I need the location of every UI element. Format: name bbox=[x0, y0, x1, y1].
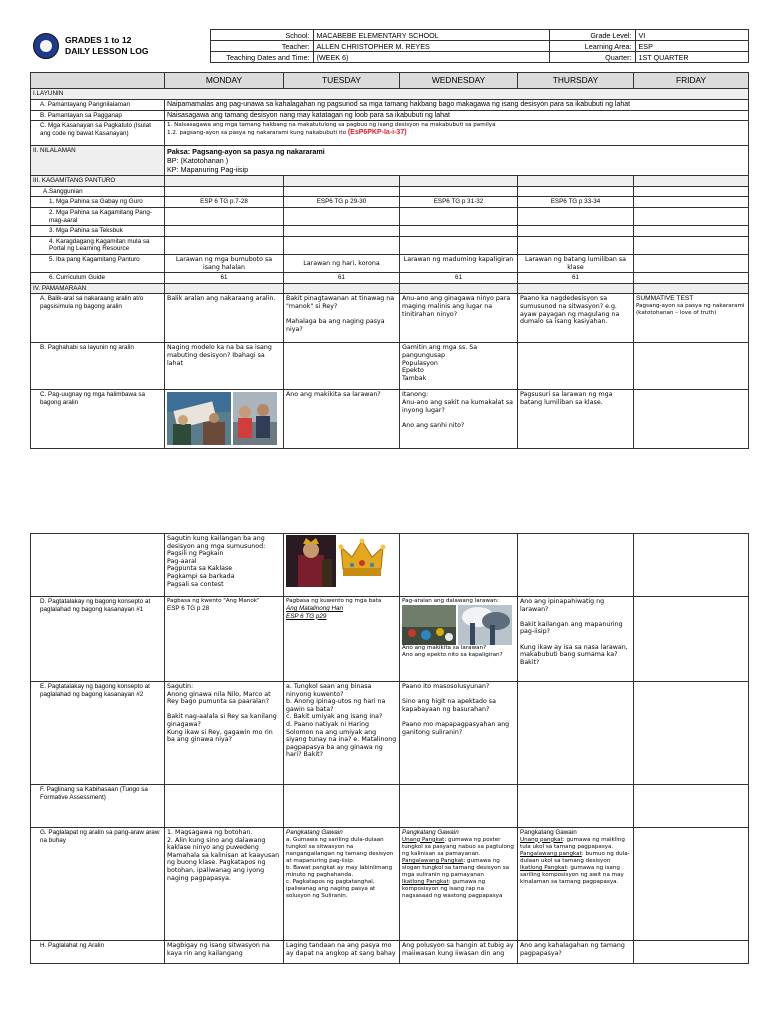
tg-thu: ESP6 TG p 33-34 bbox=[518, 197, 634, 208]
pagtatalakay-2-wed: Paano ito masosolusyunan? Sino ang higit na apektado sa kapabayaan ng basurahan? Paano mo mapapagpasyahan ang ganitong suliranin? bbox=[400, 682, 518, 785]
tg-wed: ESP6 TG p 31-32 bbox=[400, 197, 518, 208]
materials-thu: Larawan ng batang lumiliban sa klase bbox=[518, 254, 634, 272]
voters-photo-2 bbox=[233, 392, 277, 445]
wed-group-1-name: Unang Pangkat bbox=[402, 836, 445, 843]
school-value: MACABEBE ELEMENTARY SCHOOL bbox=[313, 30, 549, 41]
kp: KP: Mapanuring Pag-iisip bbox=[167, 165, 249, 175]
matalinong-hari-page: ESP 6 TG p29 bbox=[286, 612, 327, 620]
kasanayan-pagkatuto bbox=[165, 121, 749, 146]
teksbuk-label: 3. Mga Pahina sa Teksbuk bbox=[31, 226, 165, 237]
crown-image bbox=[338, 535, 386, 583]
paghahabi-mon: Naging modelo ka na ba sa isang mabuting desisyon? Ibahagi sa lahat bbox=[165, 343, 284, 390]
pag-uugnay-wed: Itanong: Anu-ano ang sakit na kumakalat sa inyong lugar? Ano ang sanhi nito? bbox=[400, 390, 518, 449]
pangkatang-gawain-wed: Pangkatang Gawain bbox=[402, 829, 459, 836]
cg-tue: 61 bbox=[284, 273, 400, 284]
pamantayang-pangnilalaman: Naipamamalas ang pag-unawa sa kahalagahan ng pagsunod sa mga tamang hakbang bago makagawa ng isang desisyon para sa ikabubuti ng lahat bbox=[165, 100, 749, 111]
school-label: School: bbox=[210, 30, 313, 41]
thu-group-2-task: : bumuo ng dula-dulaan ukol sa tamang desisyon bbox=[520, 850, 630, 864]
pamantayan-pagganap: Naisasagawa ang tamang desisyon nang may katatagan ng loob para sa ikabubuti ng lahat bbox=[165, 110, 749, 121]
learning-area-label: Learning Area: bbox=[549, 41, 635, 52]
pagtatalakay-1-label: D. Pagtatalakay ng bagong konsepto at paglalahad ng bagong kasanayan #1 bbox=[31, 597, 165, 682]
thu-group-2 bbox=[520, 851, 631, 865]
wed-group-2-name: Pangalawang Pangkat bbox=[402, 857, 464, 864]
kasanayan-line-2 bbox=[167, 129, 746, 137]
grade-level-label: Grade Level: bbox=[549, 30, 635, 41]
pagbasa-page: ESP 6 TG p 28 bbox=[167, 605, 210, 613]
king-photo bbox=[286, 535, 336, 587]
continued-blank-label bbox=[31, 534, 165, 597]
day-thursday: THURSDAY bbox=[518, 73, 634, 89]
nilalaman-content bbox=[165, 146, 749, 176]
pagbasa-kwento: Pagbasa ng kwento "Ang Manok" bbox=[167, 598, 260, 604]
sanggunian-label: A.Sanggunian bbox=[31, 186, 165, 197]
grade-level-value: VI bbox=[635, 30, 748, 41]
paglalahat-tue: Laging tandaan na ang pasya mo ay dapat na angkop at sang bahay bbox=[284, 941, 400, 964]
thu-group-3-name: Ikatlong Pangkat bbox=[520, 864, 567, 871]
portal-label: 4. Karagdagang Kagamitan mula sa Portal ng Learning Resource bbox=[31, 236, 165, 254]
section-layunin: I.LAYUNIN bbox=[31, 89, 749, 100]
pagtatalakay-1-mon bbox=[165, 597, 284, 682]
pangkatang-gawain-thu: Pangkatang Gawain bbox=[520, 829, 577, 836]
voters-photo-1 bbox=[167, 392, 231, 445]
wed-group-3-task: : gumawa ng komposisyon ng isang rap na nagsasaad ng wastong pagpapasya bbox=[402, 879, 503, 900]
grades-label: GRADES 1 to 12 bbox=[65, 35, 132, 45]
thu-group-3 bbox=[520, 865, 631, 886]
dates-value: (WEEK 6) bbox=[313, 52, 549, 63]
materials-tue: Larawan ng hari, korona bbox=[284, 254, 400, 272]
materials-wed: Larawan ng maduming kapaligiran bbox=[400, 254, 518, 272]
thu-group-1-task: : gumawa ng maikling tula ukol sa tamang pagpapasya. bbox=[520, 836, 625, 850]
gabay-guro-label: 1. Mga Pahina sa Gabay ng Guro bbox=[31, 197, 165, 208]
paglalahat-mon: Magbigay ng isang sitwasyon na kaya rin ang kailangang bbox=[165, 941, 284, 964]
wed-group-1-task: : gumawa ng poster tungkol sa pasyang nabuo sa pagtulong ng kalinisan sa pamayanan. bbox=[402, 836, 514, 857]
paglalapat-thu bbox=[518, 828, 634, 941]
dll-label: DAILY LESSON LOG bbox=[65, 46, 149, 56]
paglalahat-label: H. Paglalahat ng Aralin bbox=[31, 941, 165, 964]
kasanayan-line-1: 1. Naisasagawa ang mga tamang hakbang na makatutulong sa pagbuo ng isang desisyon na makabubuti sa pamilya bbox=[167, 122, 496, 129]
balik-aral-mon: Balik aralan ang nakaraang aralin. bbox=[165, 294, 284, 343]
balik-aral-label: A. Balik-aral sa nakaraang aralin at/o pagsisimula ng bagong aralin bbox=[31, 294, 165, 343]
lesson-table bbox=[30, 72, 749, 449]
cg-mon: 61 bbox=[165, 273, 284, 284]
header-table bbox=[30, 29, 749, 63]
paghahabi-wed bbox=[400, 343, 518, 390]
curriculum-guide-label: 6. Curriculum Guide bbox=[31, 273, 165, 284]
continued-mon: Sagutin kung kailangan ba ang desisyon ang mga sumusunod: Pagsili ng Pagkain Pag-aaral Pagpunta sa Kaklase Pagkampi sa barkada Pagsali sa contest bbox=[165, 534, 284, 597]
paglalapat-wed bbox=[400, 828, 518, 941]
cg-thu: 61 bbox=[518, 273, 634, 284]
cg-wed: 61 bbox=[400, 273, 518, 284]
paghahabi-label: B. Paghahabi sa layunin ng aralin bbox=[31, 343, 165, 390]
kagamitang-pang-mag-aaral-label: 2. Mga Pahina sa Kagamitang Pang-mag-aaral bbox=[31, 207, 165, 225]
paglalapat-tue-text: a. Gumawa ng sariling dula-dulaan tungkol sa sitwasyon na nangangailangan ng tamang desisyon at mapanuring pag-iisip. b. Bawat pangkat ay may labinlimang minuto ng paghahanda. c. Pagkatapos ng pagtatanghal, ipaliwanag ang naging pasya at solusyon ng Suliranin. bbox=[286, 836, 394, 900]
pagbasa-mga-bata: Pagbasa ng kuwento ng mga bata bbox=[286, 598, 382, 604]
thu-group-1-name: Unang pangkat bbox=[520, 836, 563, 843]
pagtatalakay-2-label: E. Pagtatalakay ng bagong konsepto at paglalahad ng bagong kasanayan #2 bbox=[31, 682, 165, 785]
learning-area-value: ESP bbox=[635, 41, 748, 52]
blank-header bbox=[31, 73, 165, 89]
wed-group-1 bbox=[402, 837, 515, 858]
paglalahat-thu: Ano ang kahalagahan ng tamang pagpapasya? bbox=[518, 941, 634, 964]
wed-group-3-name: Ikatlong Pangkat bbox=[402, 879, 449, 886]
larawan-tanong: Ano ang makikita sa larawan? Ano ang epekto nito sa kapaligiran? bbox=[402, 645, 503, 659]
day-wednesday: WEDNESDAY bbox=[400, 73, 518, 89]
paglinang-label: F. Paglinang sa Kabihasaan (Tungo sa Formative Assessment) bbox=[31, 785, 165, 828]
factory-smoke-photo bbox=[458, 605, 512, 645]
dalawang-larawan: Pag-aralan ang dalawang larawan: bbox=[402, 598, 499, 604]
pag-uugnay-label: C. Pag-uugnay ng mga halimbawa sa bagong aralin bbox=[31, 390, 165, 449]
balik-aral-wed: Anu-ano ang ginagawa ninyo para maging malinis ang lugar na tinitirahan ninyo? bbox=[400, 294, 518, 343]
section-kagamitan: III. KAGAMITANG PANTURO bbox=[31, 176, 165, 187]
thu-group-1 bbox=[520, 837, 631, 851]
iba-pang-kagamitan-label: 5. Iba pang Kagamitang Panturo bbox=[31, 254, 165, 272]
row-label-a: A. Pamantayang Pangnilalaman bbox=[31, 100, 165, 111]
continued-tue bbox=[284, 534, 400, 597]
deped-seal-icon bbox=[33, 33, 59, 59]
paksa: Paksa: Pagsang-ayon sa pasya ng nakararami bbox=[167, 147, 325, 157]
paglalapat-label: G. Paglalapat ng aralin sa pang-araw araw na buhay bbox=[31, 828, 165, 941]
matalinong-hari-title: Ang Matalinong Hari bbox=[286, 605, 344, 613]
bp: BP: (Katotohanan ) bbox=[167, 156, 229, 166]
teacher-label: Teacher: bbox=[210, 41, 313, 52]
balik-aral-fri bbox=[634, 294, 749, 343]
pagtatalakay-2-tue: a. Tungkol saan ang binasa ninyong kuwento? b. Anong ipinag-utos ng hari na gawin sa bata? c. Bakit umiyak ang isang ina? d. Paano natiyak ni Haring Solomon na ang umiyak ang siyang tunay na ina? e. Matalinong pagpapasya ba ang ginawa ng hari? Bakit? bbox=[284, 682, 400, 785]
pag-uugnay-mon bbox=[165, 390, 284, 449]
kasanayan-text-2: 1.2. pagsang-ayon sa pasya ng nakararami kung nakabubuti ito bbox=[167, 130, 347, 137]
balik-aral-thu: Paano ka nagdedesisyon sa sumusunod na sitwasyon? e.g. ayaw payagan ng magulang na dumalo sa isang kasiyahan. bbox=[518, 294, 634, 343]
pagtatalakay-1-thu: Ano ang ipinapahiwatig ng larawan? Bakit kailangan ang mapanuring pag-iisip? Kung ikaw ay isa sa nasa larawan, makabubuti bang sumama ka? Bakit? bbox=[518, 597, 634, 682]
summative-value: (katotohanan – love of truth) bbox=[636, 310, 717, 316]
tg-mon: ESP 6 TG p.7-28 bbox=[165, 197, 284, 208]
pangkatang-gawain-tue: Pangkatang Gawain bbox=[286, 829, 343, 836]
paglalahat-wed: Ang polusyon sa hangin at tubig ay maiiwasan kung iiwasan din ang bbox=[400, 941, 518, 964]
pag-uugnay-tue: Ano ang makikita sa larawan? bbox=[284, 390, 400, 449]
pagtatalakay-2-mon: Sagutin: Anong ginawa nila Nilo, Marco at Rey bago pumunta sa paaralan? Bakit nag-aalala si Rey sa kanilang ginagawa? Kung ikaw si Rey, gagawin mo rin ba ang ginawa niya? bbox=[165, 682, 284, 785]
paglalapat-tue bbox=[284, 828, 400, 941]
section-nilalaman: II. NILALAMAN bbox=[31, 146, 165, 176]
summative-test: SUMMATIVE TEST bbox=[636, 295, 694, 303]
paghahabi-wed-2: Populasyon Epekto Tambak bbox=[402, 359, 438, 382]
paghahabi-wed-1: Gamitin ang mga ss. Sa pangungusap bbox=[402, 344, 478, 359]
dates-label: Teaching Dates and Time: bbox=[210, 52, 313, 63]
row-label-c: C. Mga Kasanayan sa Pagkatuto (Isulat ang code ng bawat Kasanayan) bbox=[31, 121, 165, 146]
paglalapat-mon: 1. Magsagawa ng botohan. 2. Alin kung sino ang dalawang kaklase ninyo ang puwedeng Mamahala sa kalinisan at kaayusan ng buong klase. Pagkatapos ng botohan, ipaliwanag ang iyong naging pagpapasya. bbox=[165, 828, 284, 941]
summative-topic: Pagsang-ayon sa pasya ng nakararami bbox=[636, 302, 745, 309]
pagtatalakay-1-tue bbox=[284, 597, 400, 682]
quarter-value: 1ST QUARTER bbox=[635, 52, 748, 63]
teacher-value: ALLEN CHRISTOPHER M. REYES bbox=[313, 41, 549, 52]
section-pamamaraan: IV. PAMAMARAAN bbox=[31, 283, 165, 294]
day-tuesday: TUESDAY bbox=[284, 73, 400, 89]
polluted-water-photo bbox=[402, 605, 456, 645]
kasanayan-code: (EsP6PKP-Ia-i-37) bbox=[347, 129, 407, 137]
pagtatalakay-1-wed bbox=[400, 597, 518, 682]
balik-aral-tue: Bakit pinagtawanan at tinawag na "manok" si Rey? Mahalaga ba ang naging pasya niya? bbox=[284, 294, 400, 343]
wed-group-3 bbox=[402, 879, 515, 900]
quarter-label: Quarter: bbox=[549, 52, 635, 63]
day-header-row bbox=[31, 73, 749, 89]
tg-tue: ESP6 TG p 29-30 bbox=[284, 197, 400, 208]
header-logo-cell bbox=[30, 30, 210, 63]
lesson-table-continued bbox=[30, 533, 749, 964]
day-friday: FRIDAY bbox=[634, 73, 749, 89]
thu-group-2-name: Pangalawang pangkat bbox=[520, 850, 582, 857]
row-label-b: B. Pamantayan sa Pagganap bbox=[31, 110, 165, 121]
header-title bbox=[65, 35, 149, 57]
wed-group-2-task: : gumawa ng slogan tungkol sa tamang desisyon sa mga suliranin ng pamayanan bbox=[402, 857, 510, 879]
pag-uugnay-thu: Pagsusuri sa larawan ng mga batang lumiliban sa klase. bbox=[518, 390, 634, 449]
wed-group-2 bbox=[402, 858, 515, 879]
materials-mon: Larawan ng mga bumuboto sa isang halalan bbox=[165, 254, 284, 272]
thu-group-3-task: : gumawa ng isang sariling komposisyon ng awit na may kinalaman sa tamang pagpapasya. bbox=[520, 864, 624, 886]
day-monday: MONDAY bbox=[165, 73, 284, 89]
